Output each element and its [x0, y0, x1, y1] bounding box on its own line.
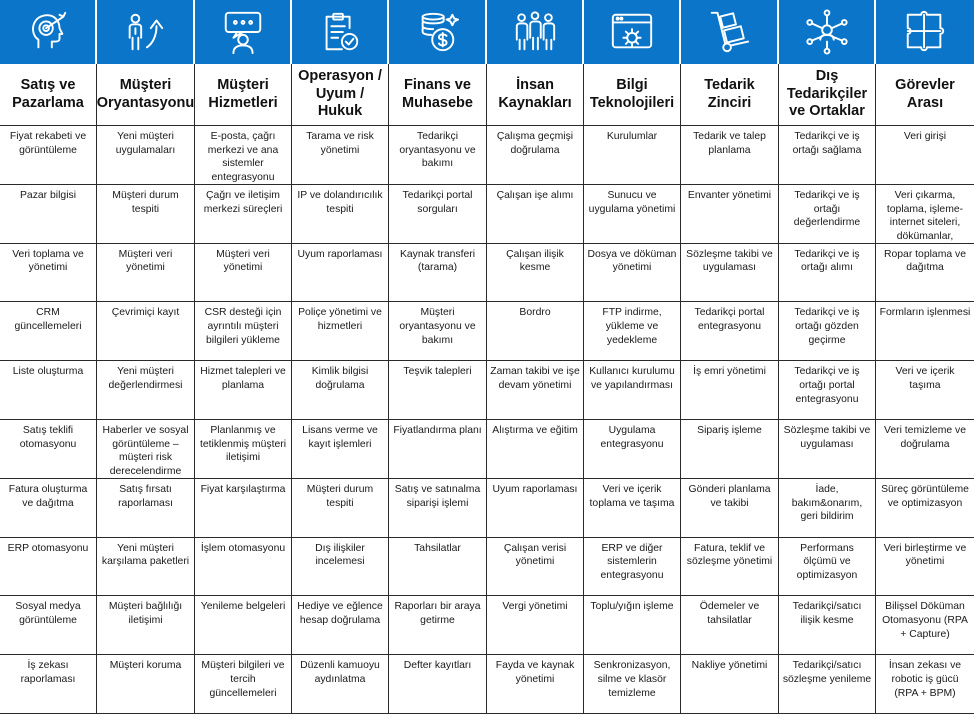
cell-text: E-posta, çağrı merkezi ve ana sistemler entegrasyonu [207, 131, 279, 184]
table-cell [97, 185, 195, 244]
column-header-finans-ve-muhasebe [389, 64, 487, 126]
cell-text: Çalışan ilişik kesme [506, 248, 564, 274]
cell-text: Planlanmış ve tetiklenmiş müşteri iletişimi [199, 424, 287, 464]
table-cell [584, 538, 681, 597]
cell-text: İşlem otomasyonu [200, 542, 286, 554]
table-cell [584, 655, 681, 714]
table-cell [0, 185, 97, 244]
cell-text: Tedarikçi/satıcı ilişik kesme [792, 601, 862, 627]
table-cell [876, 538, 974, 597]
column-header-gorevler-arasi [876, 64, 974, 126]
table-cell [584, 185, 681, 244]
cell-text: Çalışma geçmişi doğrulama [496, 131, 574, 156]
table-cell [487, 361, 584, 420]
table-cell [876, 655, 974, 714]
cell-text: Satış ve satınalma siparişi işlemi [394, 483, 481, 509]
cell-text: Satış teklifi otomasyonu [19, 424, 77, 450]
icon-header-cell [292, 0, 389, 64]
table-cell [292, 420, 389, 479]
cell-text: Sözleşme takibi ve uygulaması [783, 424, 871, 450]
icon-header-cell [779, 0, 876, 64]
table-cell [876, 361, 974, 420]
cell-text: Çalışan verisi yönetimi [503, 542, 567, 568]
table-cell [779, 361, 876, 420]
column-header-bilgi-teknolojileri [584, 64, 681, 126]
table-cell [0, 538, 97, 597]
cell-text: Tarama ve risk yönetimi [306, 131, 374, 156]
table-cell [0, 655, 97, 714]
table-cell [681, 126, 779, 185]
cell-text: Müşteri durum tespiti [112, 189, 179, 215]
table-cell [584, 361, 681, 420]
table-cell [97, 479, 195, 538]
column-header-label: Müşteri Hizmetleri [208, 76, 278, 111]
people-group-icon [512, 9, 558, 55]
column-header-label: Bilgi Teknolojileri [589, 76, 675, 111]
cell-text: Poliçe yönetimi ve hizmetleri [298, 307, 382, 333]
cell-text: Toplu/yığın işleme [590, 601, 674, 613]
puzzle-icon [902, 9, 948, 55]
cell-text: Satış fırsatı raporlaması [118, 483, 173, 509]
cell-text: Nakliye yönetimi [691, 660, 768, 672]
table-cell [0, 244, 97, 303]
table-cell [487, 126, 584, 185]
cell-text: Yeni müşteri uygulamaları [115, 131, 176, 156]
table-cell [487, 244, 584, 303]
cell-text: Tedarikçi/satıcı sözleşme yenileme [782, 660, 872, 685]
cell-text: Müşteri durum tespiti [306, 483, 374, 509]
cell-text: İnsan zekası ve robotic iş gücü (RPA + BPM) [888, 660, 962, 699]
cell-text: Sipariş işleme [697, 424, 762, 436]
column-header-label: Müşteri Oryantasyonu [96, 76, 195, 111]
cell-text: İş zekası raporlaması [20, 660, 76, 685]
cell-text: Tedarikçi portal sorguları [402, 189, 473, 215]
icon-header-cell [876, 0, 974, 64]
icon-header-cell [0, 0, 97, 64]
cell-text: Zaman takibi ve işe devam yönetimi [490, 366, 580, 391]
cell-text: ERP otomasyonu [7, 542, 89, 554]
table-cell [97, 244, 195, 303]
browser-gear-icon [609, 9, 655, 55]
cell-text: Kimlik bilgisi doğrulama [311, 366, 369, 391]
cell-text: Performans ölçümü ve optimizasyon [796, 542, 858, 582]
cell-text: Fiyat karşılaştırma [200, 483, 286, 495]
cell-text: Veri çıkarma, toplama, işleme-internet siteleri, dökümanlar, [886, 189, 964, 242]
cell-text: Çevrimiçi kayıt [111, 307, 180, 319]
table-cell [779, 244, 876, 303]
table-cell [584, 126, 681, 185]
table-cell [487, 185, 584, 244]
cell-text: Fatura, teklif ve sözleşme yönetimi [686, 542, 773, 568]
cell-text: Envanter yönetimi [687, 189, 772, 201]
table-cell [779, 655, 876, 714]
table-cell [487, 655, 584, 714]
cell-text: Uyum raporlaması [492, 483, 578, 495]
cell-text: Bilişsel Döküman Otomasyonu (RPA + Capture) [882, 601, 968, 640]
table-cell [97, 420, 195, 479]
table-cell [97, 361, 195, 420]
table-cell [876, 185, 974, 244]
cell-text: Müşteri bağlılığı iletişimi [108, 601, 183, 627]
table-cell [487, 420, 584, 479]
table-cell [292, 655, 389, 714]
cell-text: Sosyal medya görüntüleme [15, 601, 81, 627]
table-cell [681, 361, 779, 420]
cell-text: Müşteri veri yönetimi [118, 248, 173, 274]
cell-text: Tedarikçi ve iş ortağı portal entegrasyonu [794, 366, 860, 405]
cell-text: Sözleşme takibi ve uygulaması [686, 248, 773, 274]
cell-text: Çalışan işe alımı [496, 189, 574, 201]
cell-text: Veri ve içerik taşıma [895, 366, 955, 391]
cell-text: Müşteri bilgileri ve tercih güncellemeleri [201, 660, 285, 699]
table-cell [487, 302, 584, 361]
column-header-label: Görevler Arası [895, 76, 955, 111]
support-agent-icon [220, 9, 266, 55]
table-cell [389, 420, 487, 479]
table-cell [389, 185, 487, 244]
cell-text: Düzenli kamuoyu aydınlatma [300, 660, 380, 685]
cell-text: Raporları bir araya getirme [394, 601, 481, 627]
table-cell [195, 420, 292, 479]
table-cell [97, 302, 195, 361]
checklist-icon [317, 9, 363, 55]
table-cell [292, 361, 389, 420]
column-header-satis-ve-pazarlama [0, 64, 97, 126]
table-cell [97, 596, 195, 655]
table-cell [292, 479, 389, 538]
cell-text: Tedarikçi ve iş ortağı değerlendirme [793, 189, 861, 229]
cell-text: Lisans verme ve kayıt işlemleri [302, 424, 378, 450]
table-cell [195, 596, 292, 655]
cell-text: Gönderi planlama ve takibi [688, 483, 771, 509]
cell-text: Sunucu ve uygulama yönetimi [588, 189, 676, 215]
cell-text: İade, bakım&onarım, geri bildirim [791, 483, 863, 523]
table-cell [389, 479, 487, 538]
cell-text: İş emri yönetimi [693, 366, 766, 378]
table-cell [779, 420, 876, 479]
cell-text: Ödemeler ve tahsilatlar [699, 601, 760, 627]
column-header-label: İnsan Kaynakları [498, 76, 572, 111]
table-cell [389, 361, 487, 420]
table-cell [292, 185, 389, 244]
table-cell [779, 126, 876, 185]
cell-text: ERP ve diğer sistemlerin entegrasyonu [600, 542, 664, 582]
icon-header-cell [389, 0, 487, 64]
table-cell [292, 126, 389, 185]
cell-text: Fiyatlandırma planı [393, 424, 482, 436]
column-header-label: Operasyon / Uyum / Hukuk [298, 67, 382, 120]
table-cell [195, 126, 292, 185]
cell-text: Veri toplama ve yönetimi [12, 248, 84, 274]
cell-text: Veri girişi [903, 131, 947, 142]
table-cell [97, 126, 195, 185]
cell-text: Yeni müşteri değerlendirmesi [108, 366, 183, 391]
cell-text: Kullanıcı kurulumu ve yapılandırması [589, 366, 675, 391]
table-cell [0, 420, 97, 479]
cell-text: Haberler ve sosyal görüntüleme – müşteri risk derecelendirme [102, 424, 189, 478]
coins-icon [414, 9, 460, 55]
cell-text: Bordro [519, 307, 551, 319]
table-cell [876, 420, 974, 479]
cell-text: CRM güncellemeleri [14, 307, 82, 333]
column-header-musteri-oryantasyonu [97, 64, 195, 126]
cell-text: Müşteri koruma [109, 660, 182, 672]
table-cell [292, 302, 389, 361]
icon-header-cell [681, 0, 779, 64]
network-people-icon [804, 9, 850, 55]
table-cell [292, 596, 389, 655]
icon-header-cell [195, 0, 292, 64]
cell-text: FTP indirme, yükleme ve yedekleme [602, 307, 662, 346]
table-cell [681, 596, 779, 655]
cell-text: Alıştırma ve eğitim [492, 424, 578, 436]
cell-text: Tedarik ve talep planlama [693, 131, 766, 156]
cell-text: Defter kayıtları [403, 660, 472, 672]
table-cell [681, 302, 779, 361]
table-cell [195, 479, 292, 538]
cell-text: Kaynak transferi (tarama) [399, 248, 476, 274]
table-cell [195, 655, 292, 714]
table-cell [584, 244, 681, 303]
table-cell [681, 655, 779, 714]
table-cell [389, 302, 487, 361]
cell-text: Tedarikçi oryantasyonu ve bakımı [399, 131, 476, 170]
table-cell [779, 185, 876, 244]
table-cell [195, 244, 292, 303]
table-cell [389, 655, 487, 714]
table-cell [584, 420, 681, 479]
cell-text: Liste oluşturma [12, 366, 84, 378]
table-cell [389, 244, 487, 303]
cell-text: Fayda ve kaynak yönetimi [495, 660, 575, 685]
cell-text: Vergi yönetimi [502, 601, 568, 613]
icon-header-cell [584, 0, 681, 64]
table-cell [0, 596, 97, 655]
cell-text: Yeni müşteri karşılama paketleri [101, 542, 190, 568]
table-cell [876, 302, 974, 361]
cell-text: Ropar toplama ve dağıtma [883, 248, 966, 274]
cell-text: Tedarikçi ve iş ortağı gözden geçirme [794, 307, 860, 346]
cell-text: Tahsilatlar [414, 542, 461, 554]
table-cell [876, 126, 974, 185]
cell-text: Fatura oluşturma ve dağıtma [8, 483, 88, 509]
column-header-label: Finans ve Muhasebe [402, 76, 473, 111]
table-cell [681, 185, 779, 244]
cell-text: Hizmet talepleri ve planlama [200, 366, 286, 391]
table-cell [0, 479, 97, 538]
cell-text: Müşteri veri yönetimi [216, 248, 270, 274]
cell-text: Tedarikçi ve iş ortağı sağlama [792, 131, 862, 156]
table-cell [487, 596, 584, 655]
table-cell [389, 126, 487, 185]
table-cell [779, 596, 876, 655]
table-cell [97, 538, 195, 597]
table-cell [584, 596, 681, 655]
table-cell [584, 479, 681, 538]
cell-text: Kurulumlar [606, 131, 658, 142]
table-cell [681, 538, 779, 597]
cell-text: Uyum raporlaması [297, 248, 383, 260]
cell-text: Veri ve içerik toplama ve taşıma [589, 483, 675, 509]
table-cell [0, 126, 97, 185]
icon-header-cell [97, 0, 195, 64]
cell-text: Formların işlenmesi [879, 307, 971, 319]
cell-text: Tedarikçi ve iş ortağı alımı [794, 248, 860, 274]
table-cell [779, 302, 876, 361]
table-cell [195, 185, 292, 244]
cell-text: Dış ilişkiler incelemesi [315, 542, 365, 568]
table-cell [195, 538, 292, 597]
cell-text: Hediye ve eğlence hesap doğrulama [297, 601, 383, 627]
cell-text: Çağrı ve iletişim merkezi süreçleri [203, 189, 283, 215]
table-cell [681, 244, 779, 303]
table-cell [0, 361, 97, 420]
cell-text: Fiyat rekabeti ve görüntüleme [9, 131, 87, 156]
column-header-label: Satış ve Pazarlama [12, 76, 84, 111]
table-cell [0, 302, 97, 361]
cell-text: Uygulama entegrasyonu [600, 424, 664, 450]
table-cell [779, 479, 876, 538]
cell-text: Yenileme belgeleri [200, 601, 286, 613]
table-cell [292, 244, 389, 303]
table-cell [681, 479, 779, 538]
table-cell [195, 361, 292, 420]
cell-text: Tedarikçi portal entegrasyonu [694, 307, 765, 333]
table-cell [876, 479, 974, 538]
column-header-operasyon-uyum-hukuk [292, 64, 389, 126]
cell-text: Pazar bilgisi [19, 189, 77, 201]
hand-truck-icon [706, 9, 752, 55]
cell-text: Senkronizasyon, silme ve klasör temizleme [593, 660, 671, 699]
cell-text: Süreç görüntüleme ve optimizasyon [881, 483, 969, 509]
table-cell [876, 244, 974, 303]
table-cell [389, 596, 487, 655]
table-cell [584, 302, 681, 361]
icon-header-cell [487, 0, 584, 64]
column-header-dis-tedarikciler-ve-ortaklar [779, 64, 876, 126]
target-head-icon [25, 9, 71, 55]
cell-text: Veri birleştirme ve yönetimi [883, 542, 967, 568]
cell-text: IP ve dolandırıcılık tespiti [297, 189, 383, 215]
table-cell [97, 655, 195, 714]
table-cell [195, 302, 292, 361]
table-cell [876, 596, 974, 655]
table-cell [487, 538, 584, 597]
cell-text: CSR desteği için ayrıntılı müşteri bilgileri yükleme [204, 307, 282, 346]
table-cell [487, 479, 584, 538]
table-cell [681, 420, 779, 479]
table-cell [389, 538, 487, 597]
cell-text: Dosya ve döküman yönetimi [587, 248, 677, 274]
column-header-musteri-hizmetleri [195, 64, 292, 126]
table-cell [292, 538, 389, 597]
column-header-insan-kaynaklari [487, 64, 584, 126]
cell-text: Müşteri oryantasyonu ve bakımı [399, 307, 476, 346]
cell-text: Veri temizleme ve doğrulama [884, 424, 966, 450]
cell-text: Teşvik talepleri [403, 366, 472, 378]
person-growth-icon [122, 9, 168, 55]
column-header-label: Tedarik Zinciri [704, 76, 755, 111]
column-header-tedarik-zinciri [681, 64, 779, 126]
table-cell [779, 538, 876, 597]
column-header-label: Dış Tedarikçiler ve Ortaklar [786, 67, 868, 120]
